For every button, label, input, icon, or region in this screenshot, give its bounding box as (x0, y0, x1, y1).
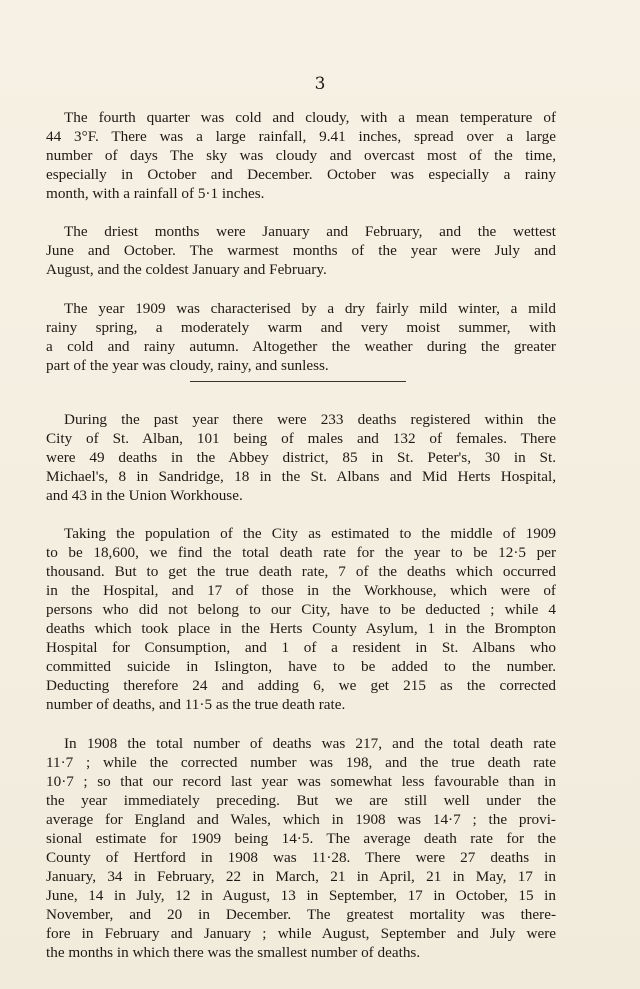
text-line: January, 34 in February, 22 in March, 21 in April, 21 in May, 17 in (46, 868, 556, 885)
text-line: part of the year was cloudy, rainy, and sunless. (46, 357, 329, 374)
text-line: Michael's, 8 in Sandridge, 18 in the St. Albans and Mid Herts Hospital, (46, 468, 556, 485)
text-line: thousand. But to get the true death rate, 7 of the deaths which occurred (46, 563, 556, 580)
text-line: to be 18,600, we find the total death rate for the year to be 12·5 per (46, 544, 556, 561)
text-line: month, with a rainfall of 5·1 inches. (46, 185, 265, 202)
text-line: The fourth quarter was cold and cloudy, with a mean temperature of (64, 109, 556, 126)
text-line: and 43 in the Union Workhouse. (46, 487, 243, 504)
text-line: a cold and rainy autumn. Altogether the weather during the greater (46, 338, 556, 355)
para-driest-months (46, 222, 556, 279)
text-line: During the past year there were 233 deaths registered within the (64, 411, 556, 428)
text-line: August, and the coldest January and February. (46, 261, 327, 278)
text-line: The year 1909 was characterised by a dry fairly mild winter, a mild (64, 300, 556, 317)
text-line: number of days The sky was cloudy and overcast most of the time, (46, 147, 556, 164)
text-line: 11·7 ; while the corrected number was 198, and the true death rate (46, 754, 556, 771)
text-line: especially in October and December. October was especially a rainy (46, 166, 556, 183)
para-comparison-1908 (46, 734, 556, 962)
text-line: Taking the population of the City as estimated to the middle of 1909 (64, 525, 556, 542)
text-line: City of St. Alban, 101 being of males and 132 of females. There (46, 430, 556, 447)
para-death-rate (46, 524, 556, 714)
text-line: committed suicide in Islington, have to be added to the number. (46, 658, 556, 675)
page-number: 3 (314, 74, 326, 94)
text-block-weather (46, 108, 556, 375)
text-line: the year immediately preceding. But we are still well under the (46, 792, 556, 809)
text-line: 44 3°F. There was a large rainfall, 9.41 inches, spread over a large (46, 128, 556, 145)
text-line: average for England and Wales, which in 1908 was 14·7 ; the provi- (46, 811, 556, 828)
text-line: November, and 20 in December. The greatest mortality was there- (46, 906, 556, 923)
text-line: County of Hertford in 1908 was 11·28. There were 27 deaths in (46, 849, 556, 866)
para-deaths-registered (46, 410, 556, 505)
text-line: The driest months were January and February, and the wettest (64, 223, 556, 240)
para-fourth-quarter (46, 108, 556, 203)
text-line: were 49 deaths in the Abbey district, 85 in St. Peter's, 30 in St. (46, 449, 556, 466)
text-line: June, 14 in July, 12 in August, 13 in September, 17 in October, 15 in (46, 887, 556, 904)
para-year-summary (46, 299, 556, 375)
text-line: In 1908 the total number of deaths was 217, and the total death rate (64, 735, 556, 752)
text-line: sional estimate for 1909 being 14·5. The average death rate for the (46, 830, 556, 847)
text-line: Deducting therefore 24 and adding 6, we get 215 as the corrected (46, 677, 556, 694)
text-line: persons who did not belong to our City, have to be deducted ; while 4 (46, 601, 556, 618)
text-line: rainy spring, a moderately warm and very moist summer, with (46, 319, 556, 336)
text-line: deaths which took place in the Herts County Asylum, 1 in the Brompton (46, 620, 556, 637)
text-line: fore in February and January ; while August, September and July were (46, 925, 556, 942)
text-line: June and October. The warmest months of the year were July and (46, 242, 556, 259)
text-line: the months in which there was the smallest number of deaths. (46, 944, 421, 961)
text-line: in the Hospital, and 17 of those in the Workhouse, which were of (46, 582, 556, 599)
text-block-mortality (46, 410, 556, 962)
text-line: 10·7 ; so that our record last year was somewhat less favourable than in (46, 773, 556, 790)
section-divider (190, 381, 406, 382)
text-line: number of deaths, and 11·5 as the true death rate. (46, 696, 346, 713)
text-line: Hospital for Consumption, and 1 of a resident in St. Albans who (46, 639, 556, 656)
